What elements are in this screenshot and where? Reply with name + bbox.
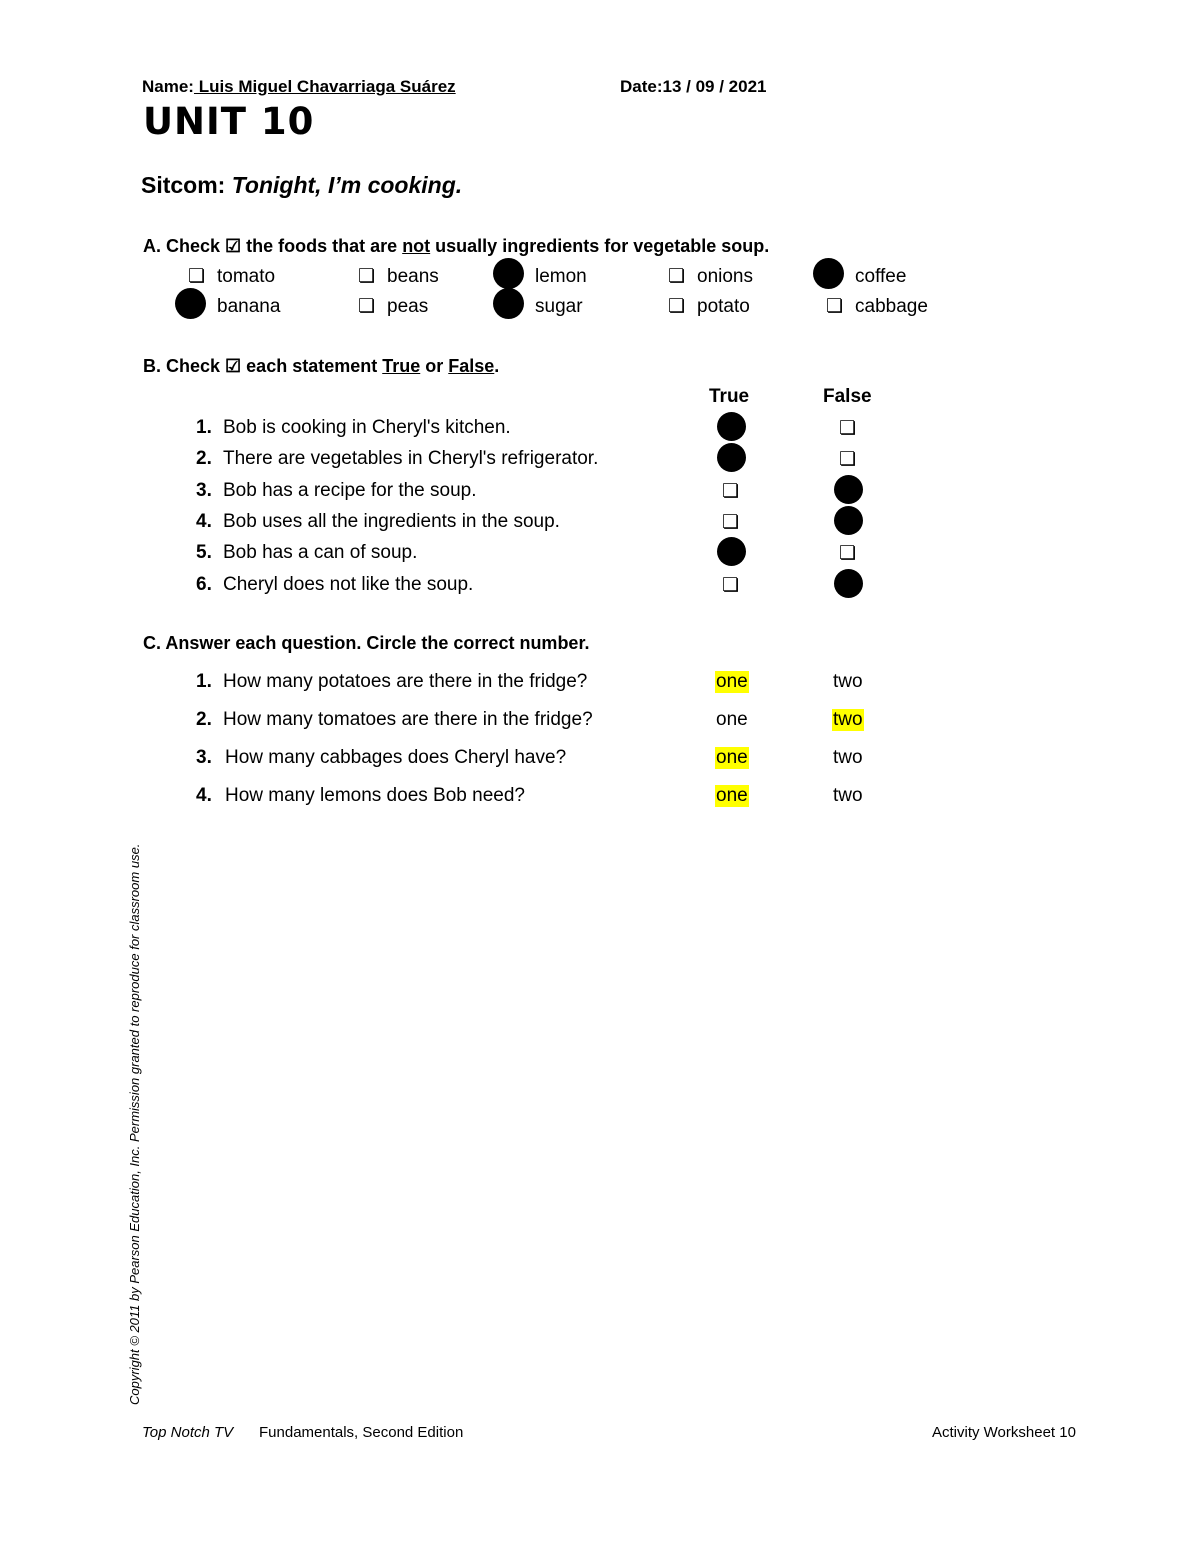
footer-worksheet: Activity Worksheet 10 [932, 1424, 1076, 1441]
date-label: Date: [620, 77, 663, 96]
section-c-instructions: C. Answer each question. Circle the correct number. [143, 633, 590, 653]
name-value: Luis Miguel Chavarriaga Suárez [193, 77, 456, 96]
check-icon: ☑ [225, 236, 242, 256]
instr-text: each statement [241, 356, 383, 376]
footer-edition: Fundamentals, Second Edition [259, 1424, 464, 1441]
food-label: peas [387, 296, 429, 317]
answer-true-checkbox-icon[interactable]: ❏ [722, 479, 740, 502]
answer-false-checkbox-icon[interactable]: ❏ [839, 417, 857, 439]
checkbox-icon[interactable]: ❏ [668, 265, 686, 287]
food-label: potato [697, 296, 750, 317]
sitcom-episode: Tonight, I’m cooking. [231, 172, 463, 198]
answer-option-one[interactable]: one [716, 747, 748, 768]
instr-text: B. Check [143, 356, 226, 376]
checkbox-icon[interactable]: ❏ [358, 265, 376, 287]
instr-text: A. Check [143, 236, 226, 256]
answer-option-two[interactable]: two [833, 747, 863, 768]
copyright-notice: Copyright © 2011 by Pearson Education, Inc. Permission granted to reproduce for classroom use. [127, 843, 142, 1405]
statement-text: Bob has a recipe for the soup. [223, 479, 477, 501]
answer-option-two[interactable]: two [833, 785, 863, 806]
statement-text: Cheryl does not like the soup. [223, 573, 474, 595]
instr-text: or [420, 356, 449, 376]
statement-number: 5. [196, 542, 212, 564]
column-header-true: True [709, 386, 750, 407]
food-label: cabbage [855, 296, 928, 317]
food-label: onions [697, 266, 753, 287]
answer-option-one[interactable]: one [716, 785, 748, 806]
answer-true-filled-icon[interactable] [717, 412, 746, 441]
question-text: How many tomatoes are there in the fridge? [223, 709, 593, 730]
checkbox-icon[interactable]: ❏ [826, 295, 844, 317]
column-header-false: False [823, 386, 872, 407]
instr-text: usually ingredients for vegetable soup. [430, 236, 770, 256]
food-label: beans [387, 266, 439, 287]
checkbox-icon[interactable]: ❏ [668, 295, 686, 317]
answer-option-one[interactable]: one [716, 671, 748, 692]
question-text: How many potatoes are there in the fridge? [223, 671, 588, 692]
sitcom-label: Sitcom: [141, 172, 226, 198]
answer-true-filled-icon[interactable] [717, 537, 746, 566]
answer-true-filled-icon[interactable] [717, 443, 746, 472]
date-value: 13 / 09 / 2021 [662, 77, 767, 96]
checkbox-icon[interactable]: ❏ [358, 295, 376, 317]
question-number: 3. [196, 747, 212, 768]
instr-not: not [402, 236, 431, 256]
answer-true-checkbox-icon[interactable]: ❏ [722, 510, 740, 533]
answer-false-checkbox-icon[interactable]: ❏ [839, 448, 857, 471]
date-field [620, 77, 767, 97]
instr-false: False [448, 356, 495, 376]
answer-option-two[interactable]: two [833, 671, 863, 692]
food-label: lemon [535, 266, 587, 287]
answer-false-filled-icon[interactable] [834, 475, 863, 504]
question-text: How many lemons does Bob need? [225, 785, 525, 806]
filled-mark-icon[interactable] [175, 288, 206, 319]
answer-true-checkbox-icon[interactable]: ❏ [722, 573, 740, 596]
sitcom-title [141, 172, 462, 199]
filled-mark-icon[interactable] [813, 258, 844, 289]
question-text: How many cabbages does Cheryl have? [225, 747, 567, 768]
answer-option-two[interactable]: two [833, 709, 863, 730]
section-a-instructions [143, 236, 769, 257]
filled-mark-icon[interactable] [493, 258, 524, 289]
answer-false-filled-icon[interactable] [834, 506, 863, 535]
statement-text: Bob is cooking in Cheryl's kitchen. [223, 417, 511, 438]
name-label: Name: [142, 77, 194, 96]
answer-false-filled-icon[interactable] [834, 569, 863, 598]
filled-mark-icon[interactable] [493, 288, 524, 319]
instr-true: True [382, 356, 421, 376]
footer-series: Top Notch TV [142, 1424, 234, 1441]
answer-option-one[interactable]: one [716, 709, 748, 730]
instr-text: . [494, 356, 500, 376]
statement-number: 1. [196, 417, 212, 438]
question-number: 1. [196, 671, 212, 692]
question-number: 2. [196, 709, 212, 730]
name-field [142, 77, 456, 97]
food-label: tomato [217, 266, 276, 287]
statement-number: 6. [196, 573, 212, 595]
question-number: 4. [196, 785, 212, 806]
answer-false-checkbox-icon[interactable]: ❏ [839, 542, 857, 565]
statement-number: 2. [196, 448, 212, 470]
statement-number: 3. [196, 479, 212, 501]
statement-number: 4. [196, 510, 212, 532]
check-icon: ☑ [225, 356, 242, 376]
food-label: banana [217, 296, 281, 317]
statement-text: There are vegetables in Cheryl's refrigerator. [223, 448, 599, 470]
statement-text: Bob uses all the ingredients in the soup. [223, 510, 560, 532]
food-label: sugar [535, 296, 583, 317]
instr-text: the foods that are [241, 236, 403, 256]
food-label: coffee [855, 266, 907, 287]
checkbox-icon[interactable]: ❏ [188, 265, 206, 287]
section-b-instructions [143, 356, 499, 377]
unit-title: UNIT 10 [143, 100, 315, 143]
statement-text: Bob has a can of soup. [223, 542, 418, 564]
